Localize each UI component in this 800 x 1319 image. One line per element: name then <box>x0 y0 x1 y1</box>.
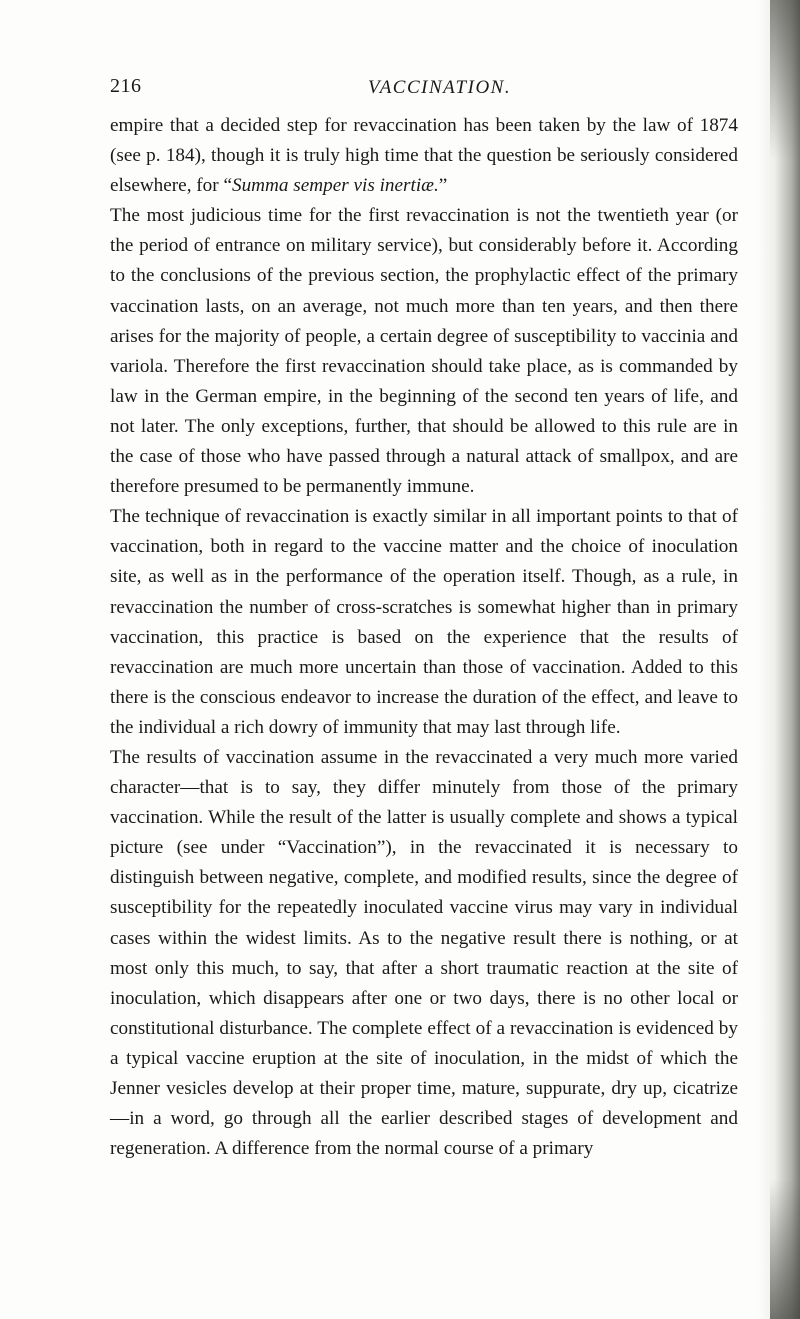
paragraph-2: The most judicious time for the first revaccination is not the twentieth year (or the period of entrance on military service), but considerably before it. According to the conclusions of the previous section, the prophylactic effect of the primary vaccination lasts, on an average, not much more than ten years, and then there arises for the majority of people, a certain degree of susceptibility to vaccinia and variola. Therefore the first revaccination should take place, as is commanded by law in the German empire, in the beginning of the second ten years of life, and not later. The only exceptions, further, that should be allowed to this rule are in the case of those who have passed through a natural attack of smallpox, and are therefore presumed to be permanently immune. <box>110 205 738 498</box>
paragraph-1-text: empire that a decided step for revaccination has been taken by the law of 1874 (see p. 184), though it is truly high time that the question be seriously considered elsewhere, for “ <box>110 115 738 197</box>
paragraph-1 <box>110 111 738 201</box>
body-text <box>110 111 738 1164</box>
page-edge-shadow-top <box>770 0 800 160</box>
page-header <box>110 75 738 103</box>
paragraph-3: The technique of revaccination is exactly similar in all important points to that of vaccination, both in regard to the vaccine matter and the choice of inoculation site, as well as in the performance of the operation itself. Though, as a rule, in revaccination the number of cross-scratches is somewhat higher than in primary vaccination, this practice is based on the experience that the results of revaccination are much more uncertain than those of vaccination. Added to this there is the conscious endeavor to increase the duration of the effect, and leave to the individual a rich dowry of immunity that may last through life. <box>110 506 738 738</box>
paragraph-4: The results of vaccination assume in the revaccinated a very much more varied character—that is to say, they differ minutely from those of the primary vaccination. While the result of the latter is usually complete and shows a typical picture (see under “Vaccination”), in the revaccinated it is necessary to distinguish between negative, complete, and modified results, since the degree of susceptibility for the repeatedly inoculated vaccine virus may vary in individual cases within the widest limits. As to the negative result there is nothing, or at most only this much, to say, that after a short traumatic reaction at the site of inoculation, which disappears after one or two days, there is no other local or constitutional disturbance. The complete effect of a revaccination is evidenced by a typical vaccine eruption at the site of inoculation, in the midst of which the Jenner vesicles develop at their proper time, mature, suppurate, dry up, cicatrize—in a word, go through all the earlier described stages of development and regeneration. A difference from the normal course of a primary <box>110 746 738 1160</box>
paragraph-1-close-quote: ” <box>438 175 448 197</box>
page-edge-shadow <box>758 0 800 1319</box>
page-number: 216 <box>110 75 142 97</box>
latin-quote: Summa semper vis inertiæ. <box>231 175 439 197</box>
page-edge-shadow-bottom <box>770 1179 800 1319</box>
running-title: VACCINATION. <box>368 77 512 98</box>
